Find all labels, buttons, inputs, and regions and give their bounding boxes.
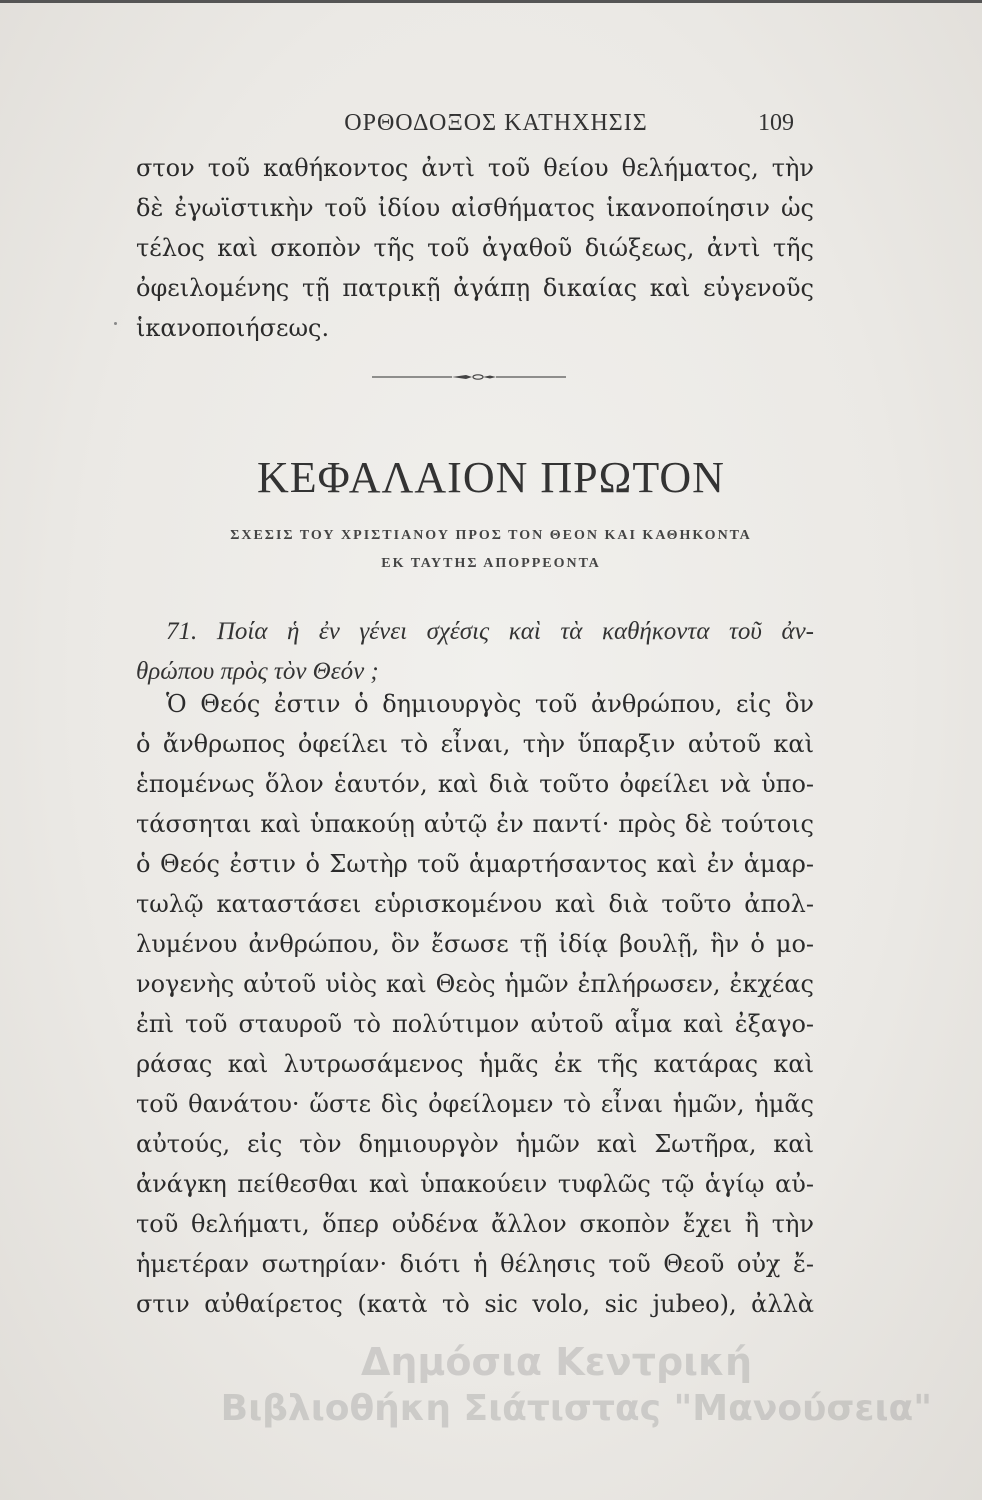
text-line: στον τοῦ καθήκοντος ἀντὶ τοῦ θείου θελήματος, τὴν bbox=[136, 154, 814, 182]
question-line-2: θρώπου πρὸς τὸν Θεόν ; bbox=[136, 658, 379, 685]
page-number: 109 bbox=[758, 110, 794, 136]
running-title: ΟΡΘΟΔΟΞΟΣ ΚΑΤΗΧΗΣΙΣ bbox=[344, 110, 648, 136]
text-line: αὐτούς, εἰς τὸν δημιουργὸν ἡμῶν καὶ Σωτῆρα, καὶ bbox=[136, 1130, 814, 1158]
library-watermark-line-1: Δημόσια Κεντρική bbox=[360, 1340, 752, 1384]
continuation-paragraph bbox=[136, 148, 814, 348]
text-line: ἱκανοποιήσεως. bbox=[136, 314, 330, 342]
text-line: ἀνάγκη πείθεσθαι καὶ ὑπακούειν τυφλῶς τῷ ἁγίῳ αὐ- bbox=[136, 1170, 814, 1198]
page-header bbox=[0, 110, 982, 150]
text-line: ἐπὶ τοῦ σταυροῦ τὸ πολύτιμον αὐτοῦ αἷμα καὶ ἐξαγο- bbox=[136, 1010, 814, 1038]
answer-paragraph bbox=[136, 684, 814, 1324]
text-line: τάσσηται καὶ ὑπακούῃ αὐτῷ ἐν παντί· πρὸς δὲ τούτοις bbox=[136, 810, 814, 838]
top-edge-rule bbox=[0, 0, 982, 3]
text-line: τοῦ θελήματι, ὅπερ οὐδένα ἄλλον σκοπὸν ἔχει ἢ τὴν bbox=[136, 1210, 814, 1238]
text-line: ὁ ἄνθρωπος ὀφείλει τὸ εἶναι, τὴν ὕπαρξιν αὐτοῦ καὶ bbox=[136, 730, 814, 758]
text-line: λυμένου ἀνθρώπου, ὃν ἔσωσε τῇ ἰδίᾳ βουλῇ, ἣν ὁ μο- bbox=[136, 930, 814, 958]
library-watermark-line-2: Βιβλιοθήκη Σιάτιστας "Μανούσεια" bbox=[220, 1388, 932, 1429]
text-line: τωλῷ καταστάσει εὑρισκομένου καὶ διὰ τοῦτο ἀπολ- bbox=[136, 890, 814, 918]
question-number: 71. bbox=[166, 618, 198, 645]
ornamental-divider bbox=[372, 374, 566, 380]
text-line: στιν αὐθαίρετος (κατὰ τὸ sic volo, sic jubeo), ἀλλὰ bbox=[136, 1290, 814, 1318]
text-line: ὁ Θεός ἐστιν ὁ Σωτὴρ τοῦ ἁμαρτήσαντος καὶ ἐν ἁμαρ- bbox=[136, 850, 814, 878]
question-line-1 bbox=[136, 612, 814, 652]
text-line: ράσας καὶ λυτρωσάμενος ἡμᾶς ἐκ τῆς κατάρας καὶ bbox=[136, 1050, 814, 1078]
catechism-question bbox=[136, 612, 814, 692]
chapter-subtitle-line-1: ΣΧΕΣΙΣ ΤΟΥ ΧΡΙΣΤΙΑΝΟΥ ΠΡΟΣ ΤΟΝ ΘΕΟΝ ΚΑΙ ΚΑΘΗΚΟΝΤΑ bbox=[230, 528, 752, 543]
text-line: δὲ ἐγωϊστικὴν τοῦ ἰδίου αἰσθήματος ἱκανοποίησιν ὡς bbox=[136, 194, 814, 222]
text-line: ἑπομένως ὅλον ἑαυτόν, καὶ διὰ τοῦτο ὀφείλει νὰ ὑπο- bbox=[136, 770, 814, 798]
text-line: ἡμετέραν σωτηρίαν· διότι ἡ θέλησις τοῦ Θεοῦ οὐχ ἔ- bbox=[136, 1250, 814, 1278]
text-line: τοῦ θανάτου· ὥστε δὶς ὀφείλομεν τὸ εἶναι ἡμῶν, ἡμᾶς bbox=[136, 1090, 814, 1118]
chapter-title: ΚΕΦΑΛΑΙΟΝ ΠΡΩΤΟΝ bbox=[257, 453, 725, 502]
text-line: τέλος καὶ σκοπὸν τῆς τοῦ ἀγαθοῦ διώξεως, ἀντὶ τῆς bbox=[136, 234, 814, 262]
margin-speck bbox=[114, 322, 117, 325]
text-line: ὀφειλομένης τῇ πατρικῇ ἀγάπῃ δικαίας καὶ εὐγενοῦς bbox=[136, 274, 814, 302]
text-line: Ὁ Θεός ἐστιν ὁ δημιουργὸς τοῦ ἀνθρώπου, εἰς ὃν bbox=[166, 690, 814, 718]
text-line: νογενὴς αὐτοῦ υἱὸς καὶ Θεὸς ἡμῶν ἐπλήρωσεν, ἐκχέας bbox=[136, 970, 814, 998]
chapter-subtitle-line-2: ΕΚ ΤΑΥΤΗΣ ΑΠΟΡΡΕΟΝΤΑ bbox=[381, 556, 601, 571]
question-text-1: Ποία ἡ ἐν γένει σχέσις καὶ τὰ καθήκοντα τοῦ ἀν- bbox=[216, 618, 815, 645]
